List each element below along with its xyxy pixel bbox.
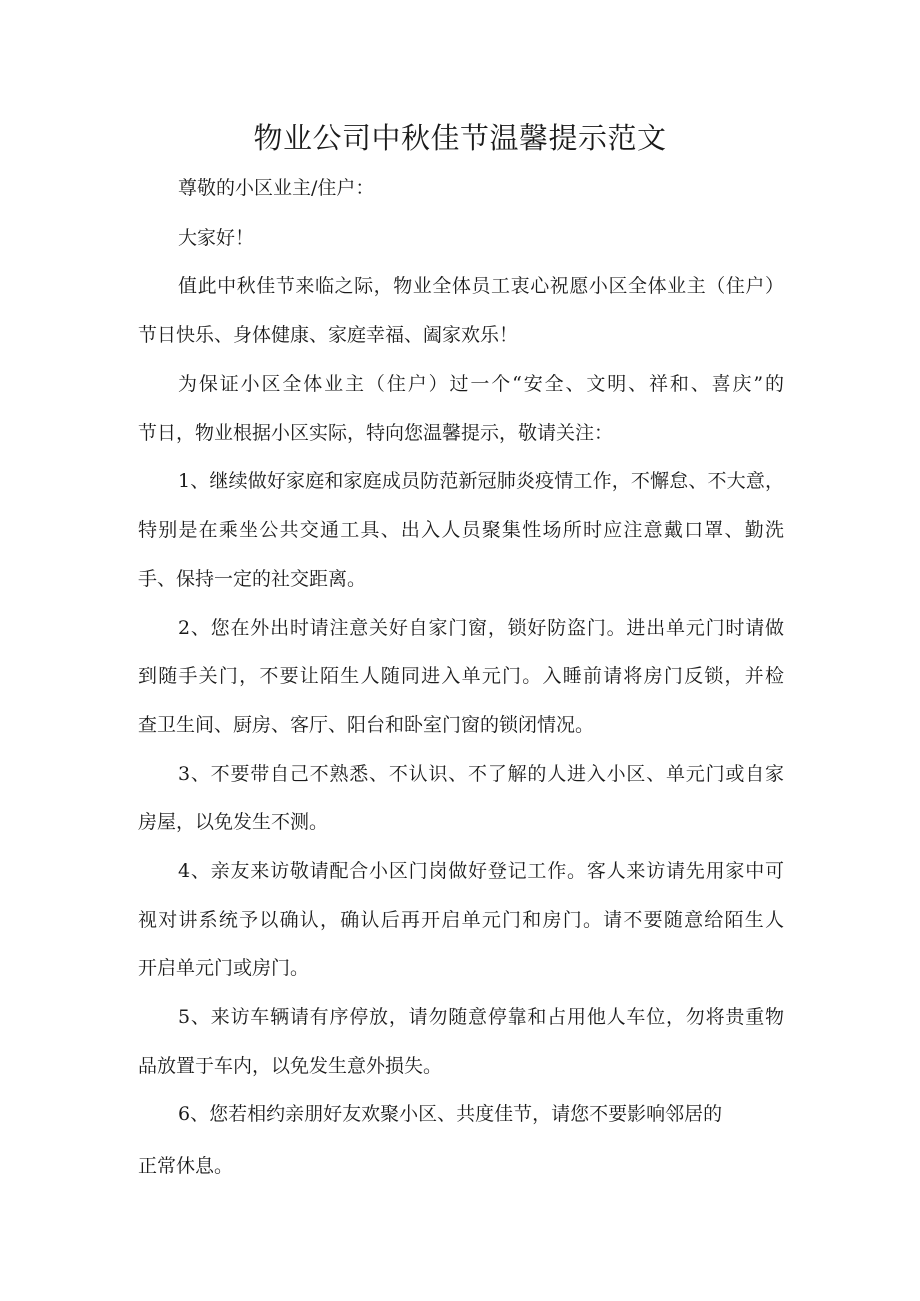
paragraph-notice-line-1: 为保证小区全体业主（住户）过一个“安全、文明、祥和、喜庆”的 <box>178 373 784 395</box>
document-title: 物业公司中秋佳节温馨提示范文 <box>253 121 667 155</box>
item-1-line-3: 手、保持一定的社交距离。 <box>138 568 367 590</box>
item-4-line-1: 4、亲友来访敬请配合小区门岗做好登记工作。客人来访请先用家中可 <box>178 860 784 882</box>
paragraph-intro-line-1: 值此中秋佳节来临之际，物业全体员工衷心祝愿小区全体业主（住户） <box>178 275 784 297</box>
paragraph-notice-line-2: 节日，物业根据小区实际，特向您温馨提示，敬请关注： <box>138 422 614 444</box>
item-3-line-1: 3、不要带自己不熟悉、不认识、不了解的人进入小区、单元门或自家 <box>178 763 784 785</box>
item-4-line-3: 开启单元门或房门。 <box>138 957 310 979</box>
item-6-line-2: 正常休息。 <box>138 1155 234 1177</box>
salutation-line: 尊敬的小区业主/住户： <box>178 177 375 199</box>
item-6-line-1: 6、您若相约亲朋好友欢聚小区、共度佳节，请您不要影响邻居的 <box>178 1103 723 1125</box>
item-4-line-2: 视对讲系统予以确认，确认后再开启单元门和房门。请不要随意给陌生人 <box>138 909 784 931</box>
paragraph-intro-line-2: 节日快乐、身体健康、家庭幸福、阖家欢乐！ <box>138 324 519 346</box>
item-5-line-2: 品放置于车内，以免发生意外损失。 <box>138 1055 443 1077</box>
item-1-line-2: 特别是在乘坐公共交通工具、出入人员聚集性场所时应注意戴口罩、勤洗 <box>138 519 784 541</box>
item-5-line-1: 5、来访车辆请有序停放，请勿随意停靠和占用他人车位，勿将贵重物 <box>178 1006 784 1028</box>
item-2-line-1: 2、您在外出时请注意关好自家门窗，锁好防盗门。进出单元门时请做 <box>178 617 784 639</box>
item-3-line-2: 房屋，以免发生不测。 <box>138 811 329 833</box>
greeting-line: 大家好！ <box>178 227 255 249</box>
item-2-line-3: 查卫生间、厨房、客厅、阳台和卧室门窗的锁闭情况。 <box>138 714 595 736</box>
item-2-line-2: 到随手关门，不要让陌生人随同进入单元门。入睡前请将房门反锁，并检 <box>138 665 784 687</box>
item-1-line-1: 1、继续做好家庭和家庭成员防范新冠肺炎疫情工作，不懈怠、不大意， <box>178 470 784 492</box>
